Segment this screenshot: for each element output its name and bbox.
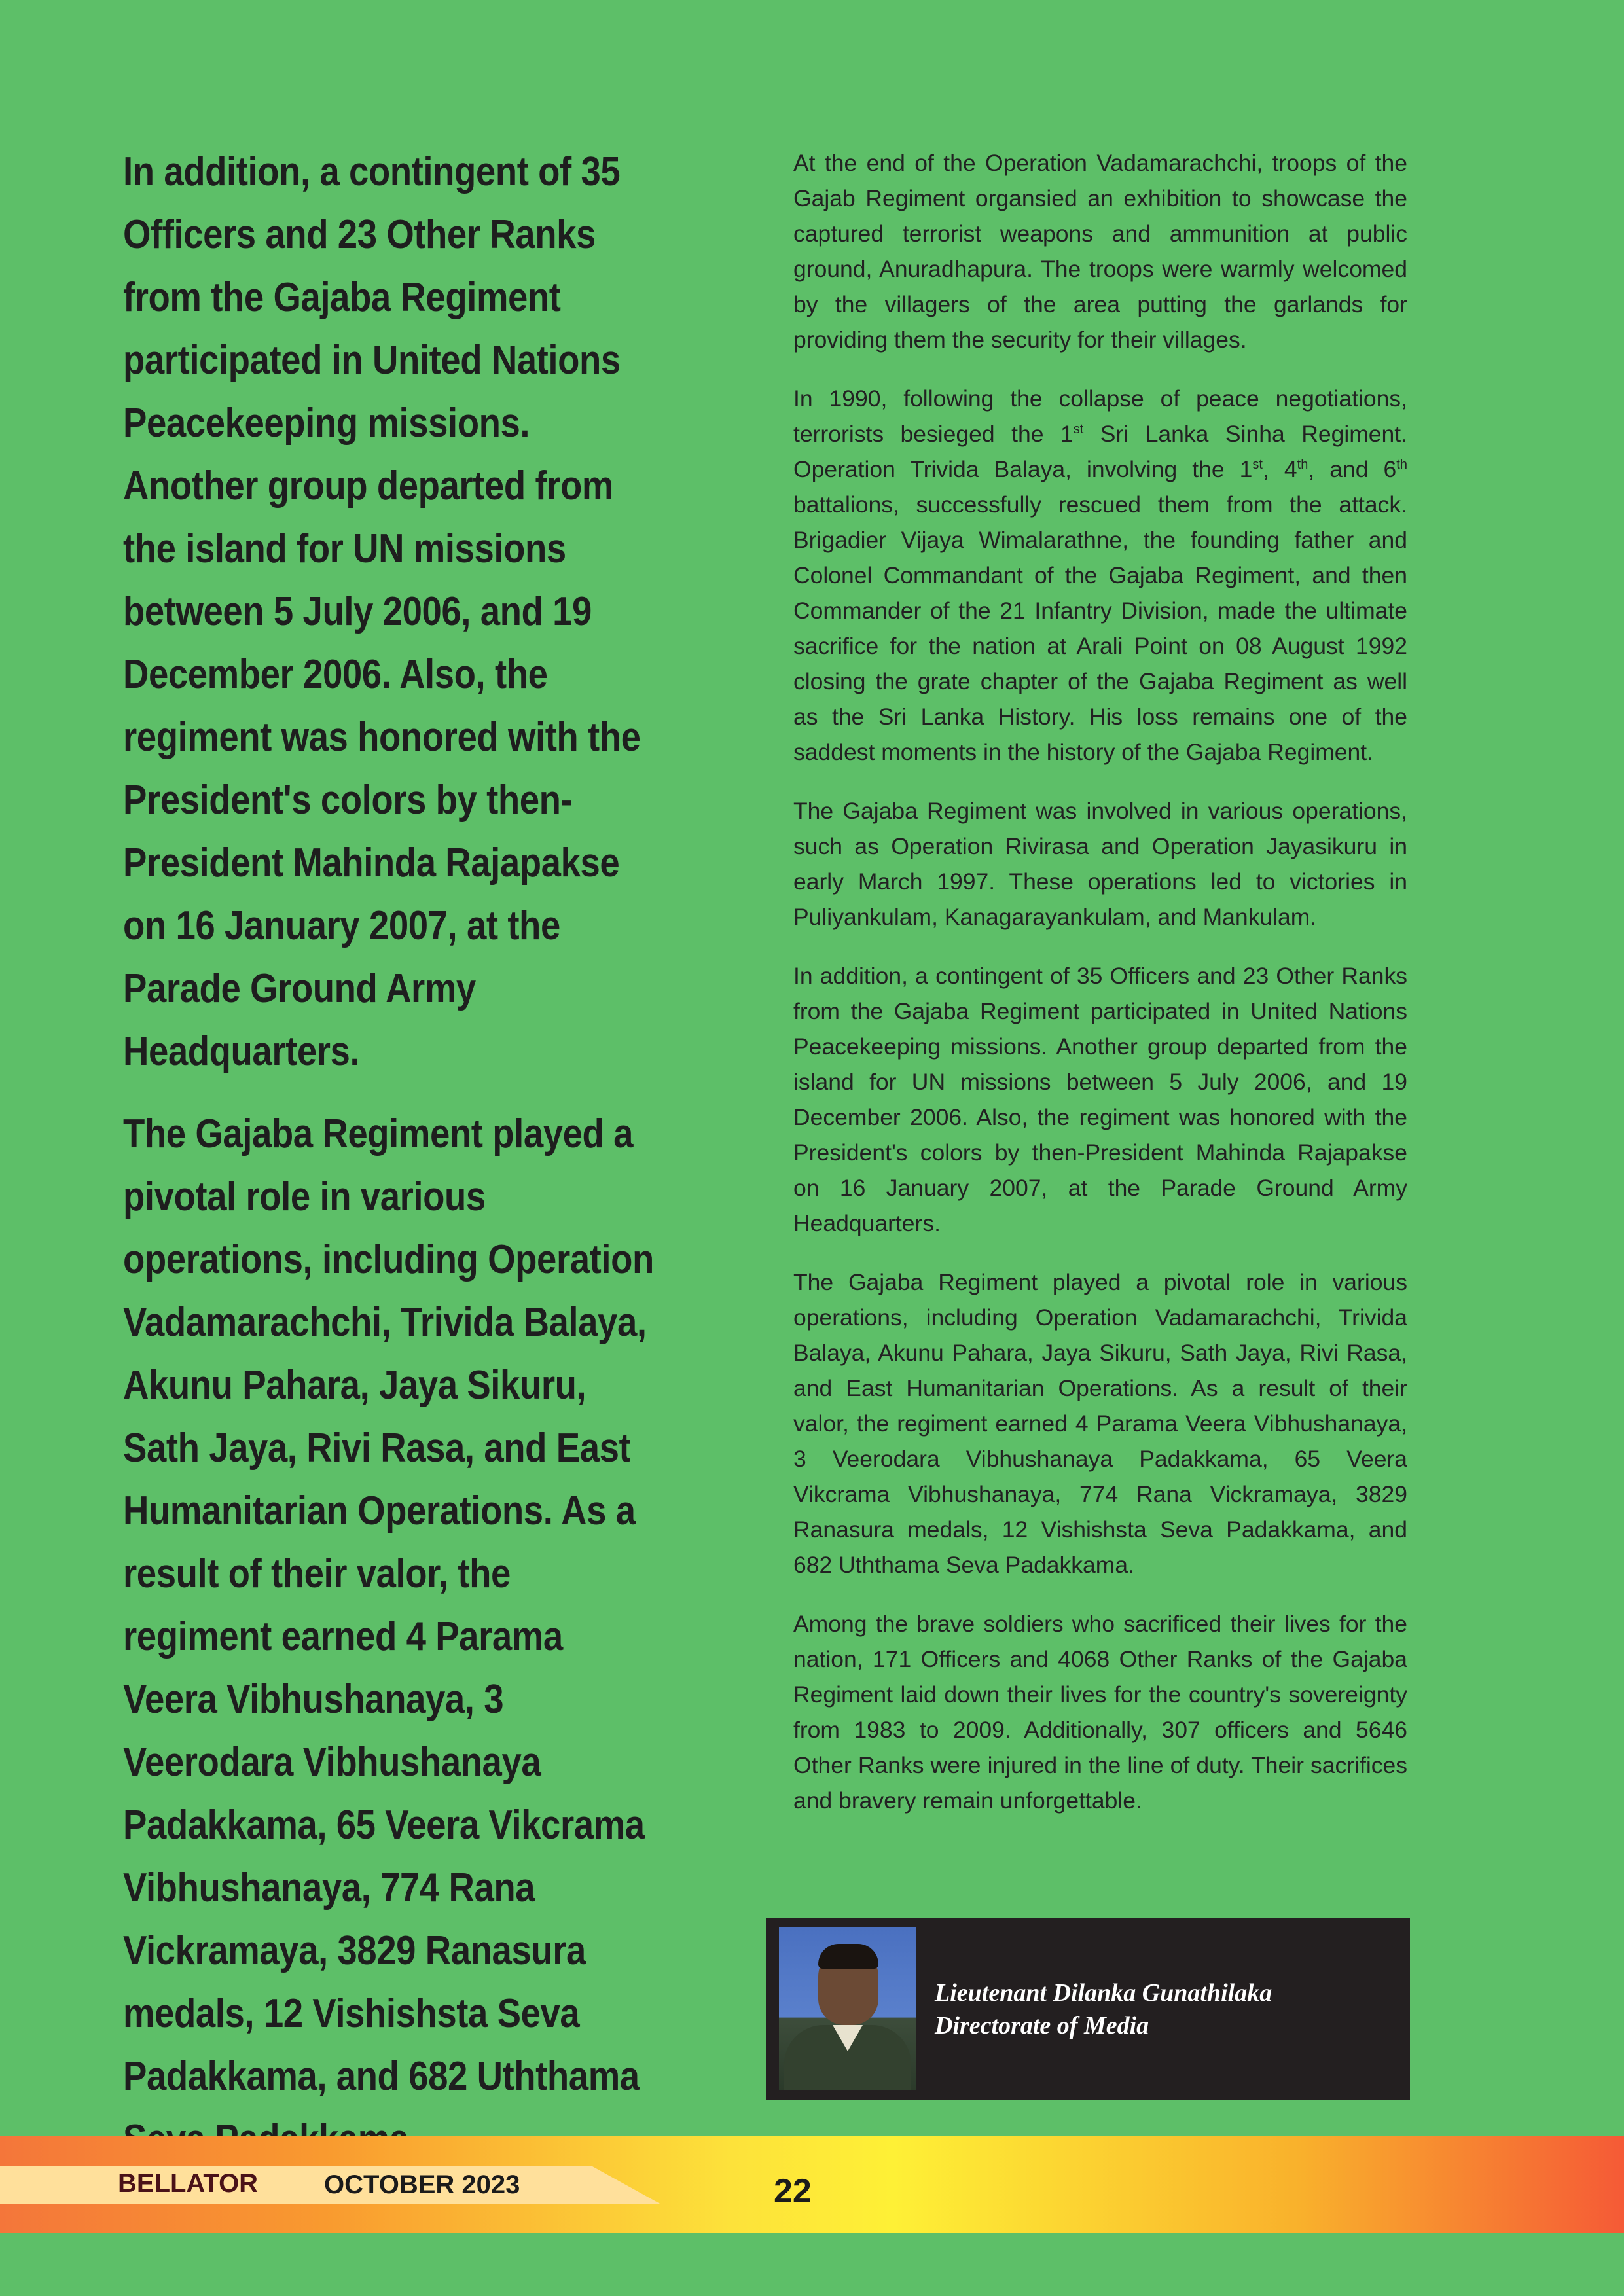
article-paragraph-1: At the end of the Operation Vadamarachchi, troops of the Gajab Regiment organsied an exhibition to showcase the captured terrorist weapons and ammunition at public ground, Anuradhapura. The troops were warmly welcomed by the villagers of the area putting the garlands for providing them the security for their villages.	[793, 150, 1407, 353]
pull-quote-paragraph-2: The Gajaba Regiment played a pivotal role in various operations, including Operation Vadamarachchi, Trivida Balaya, Akunu Pahara, Jaya Sikuru, Sath Jaya, Rivi Rasa, and East Humanitarian Operations. As a result of their valor, the regiment earned 4 Parama Veera Vibhushanaya, 3 Veerodara Vibhushanaya Padakkama, 65 Veera Vikcrama Vibhushanaya, 774 Rana Vickramaya, 3829 Ranasura medals, 12 Vishishsta Seva Padakkama, and 682 Uththama	[123, 1111, 654, 2099]
text-segment: battalions, successfully rescued them from the attack. Brigadier Vijaya Wimalarathne, the founding father and Colonel Commandant of the Gajaba Regiment, and then Commander of the 21 Infantry Division, made the ultimate sacrifice for the nation at Arali Point on 08 August 1992 closing the grate chapter of the Gajaba Regiment as well as the Sri Lanka History. His loss remains one of the saddest moments in the history of the Gajaba Regiment.	[793, 492, 1407, 765]
ordinal-suffix: th	[1297, 457, 1308, 473]
article-paragraph-5: The Gajaba Regiment played a pivotal role in various operations, including Operation Vadamarachchi, Trivida Balaya, Akunu Pahara, Jaya Sikuru, Sath Jaya, Rivi Rasa, and East Humanitarian Operations. As a result of their valor, the regiment earned 4 Parama Veera Vibhushanaya, 3 Veerodara Vibhushanaya Padakkama, 65 Veera Vikcrama Vibhushanaya, 774 Rana Vickramaya, 3829 Ranasura medals, 12 Vishishsta Seva Padakkama, and 682 Uththama Seva Padakkama.	[793, 1269, 1407, 1578]
text-segment: Sri Lanka Sinha Regiment. Operation Trivida Balaya, involving the 1	[793, 421, 1407, 482]
author-name: Lieutenant Dilanka Gunathilaka	[935, 1979, 1272, 2007]
ordinal-suffix: th	[1396, 457, 1407, 473]
author-caption	[935, 1977, 1272, 2042]
magazine-name: BELLATOR	[118, 2169, 259, 2198]
pull-quote-paragraph-1: In addition, a contingent of 35 Officers and 23 Other Ranks from the Gajaba Regiment participated in United Nations Peacekeeping missions. Another group departed from the island for UN missions between 5 July 2006, and 19 December 2006. Also, the regiment was honored with the President's colors by then-President Mahinda Rajapakse on 16 January 2007, at the Parade Ground Army Headquarters.	[123, 149, 641, 1074]
text-segment: , and 6	[1308, 456, 1397, 482]
author-photo	[779, 1927, 916, 2090]
issue-date: OCTOBER 2023	[324, 2170, 520, 2199]
text-segment: , 4	[1262, 456, 1297, 482]
article-paragraph-6: Among the brave soldiers who sacrificed their lives for the nation, 171 Officers and 4068 Other Ranks of the Gajaba Regiment laid down their lives for the country's sovereignty from 1983 to 2009. Additionally, 307 officers and 5646 Other Ranks were injured in the line of duty. Their sacrifices and bravery remain unforgettable.	[793, 1611, 1407, 1814]
ordinal-suffix: st	[1073, 422, 1084, 437]
author-credit-box	[766, 1918, 1410, 2100]
ordinal-suffix: st	[1252, 457, 1263, 473]
pull-quote-column	[123, 141, 664, 2191]
author-unit: Directorate of Media	[935, 2012, 1149, 2039]
article-paragraph-3: The Gajaba Regiment was involved in various operations, such as Operation Rivirasa and Operation Jayasikuru in early March 1997. These operations led to victories in Puliyankulam, Kanagarayankulam, and Mankulam.	[793, 798, 1407, 930]
page-footer	[0, 2136, 1624, 2233]
article-paragraph-2	[793, 381, 1407, 770]
article-body-column	[793, 145, 1407, 1842]
article-paragraph-4: In addition, a contingent of 35 Officers and 23 Other Ranks from the Gajaba Regiment participated in United Nations Peacekeeping missions. Another group departed from the island for UN missions between 5 July 2006, and 19 December 2006. Also, the regiment was honored with the President's colors by then-President Mahinda Rajapakse on 16 January 2007, at the Parade Ground Army Headquarters.	[793, 963, 1407, 1236]
text-segment: In 1990, following the collapse of peace negotiations, terrorists besieged the 1	[793, 386, 1407, 447]
hair-shape	[818, 1944, 878, 1969]
page-number: 22	[774, 2172, 812, 2210]
